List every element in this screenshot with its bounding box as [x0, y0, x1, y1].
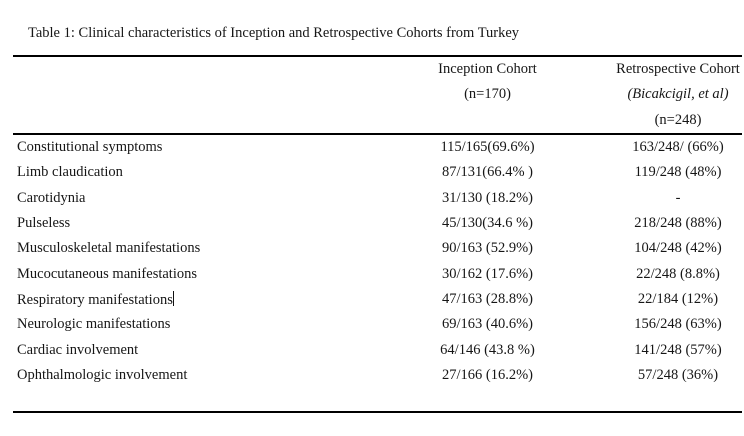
- table-header: [13, 57, 742, 135]
- clinical-characteristics-table: [13, 55, 742, 413]
- table-bottom-spacer: [13, 388, 742, 411]
- retrospective-value: 104/248 (42%): [634, 240, 722, 257]
- inception-value: 87/131(66.4% ): [441, 164, 533, 181]
- retrospective-value: 22/248 (8.8%): [636, 265, 720, 282]
- table-row: [13, 135, 742, 160]
- retrospective-value: 141/248 (57%): [634, 341, 722, 358]
- row-label: Respiratory manifestations: [17, 291, 173, 308]
- table-row: [13, 338, 742, 363]
- header-empty-cell: [13, 57, 361, 133]
- inception-value: 90/163 (52.9%): [441, 240, 533, 257]
- row-label: Mucocutaneous manifestations: [17, 265, 197, 282]
- retrospective-value: 119/248 (48%): [634, 164, 722, 181]
- retrospective-value: 163/248/ (66%): [632, 139, 724, 156]
- retrospective-value: 57/248 (36%): [637, 367, 719, 384]
- table-row: [13, 211, 742, 236]
- inception-value: 69/163 (40.6%): [441, 316, 533, 333]
- retrospective-cohort-n: (n=248): [654, 111, 702, 128]
- inception-value: 30/162 (17.6%): [441, 265, 533, 282]
- retrospective-value: 156/248 (63%): [634, 316, 722, 333]
- table-row: [13, 236, 742, 261]
- text-cursor: [173, 291, 175, 306]
- table-row: [13, 186, 742, 211]
- table-row: [13, 363, 742, 388]
- inception-value: 47/163 (28.8%): [441, 291, 533, 308]
- table-row: [13, 287, 742, 312]
- row-label: Ophthalmologic involvement: [17, 367, 188, 384]
- inception-value: 115/165(69.6%): [440, 139, 535, 156]
- table-row: [13, 312, 742, 337]
- inception-value: 27/166 (16.2%): [441, 367, 533, 384]
- retrospective-cohort-source: (Bicakcigil, et al): [627, 86, 729, 103]
- table-row: [13, 160, 742, 185]
- row-label: Pulseless: [17, 215, 71, 232]
- inception-value: 45/130(34.6 %): [441, 215, 533, 232]
- inception-cohort-title: Inception Cohort: [438, 61, 537, 77]
- retrospective-cohort-title: Retrospective Cohort: [616, 61, 740, 77]
- table-row: [13, 262, 742, 287]
- table-caption: Table 1: Clinical characteristics of Inception and Retrospective Cohorts from Turkey: [28, 25, 520, 41]
- row-label: Carotidynia: [17, 189, 86, 206]
- inception-value: 64/146 (43.8 %): [440, 341, 535, 358]
- inception-value: 31/130 (18.2%): [441, 189, 533, 206]
- row-label: Musculoskeletal manifestations: [17, 240, 201, 257]
- row-label: Cardiac involvement: [17, 341, 139, 358]
- inception-cohort-n: (n=170): [464, 86, 511, 103]
- table-body: [13, 135, 742, 388]
- retrospective-value: -: [675, 189, 681, 206]
- retrospective-value: 22/184 (12%): [637, 291, 719, 308]
- row-label: Neurologic manifestations: [17, 316, 171, 333]
- header-retrospective-cohort: [614, 57, 742, 133]
- row-label: Limb claudication: [17, 164, 123, 181]
- row-label: Constitutional symptoms: [17, 139, 163, 156]
- retrospective-value: 218/248 (88%): [634, 215, 722, 232]
- header-inception-cohort: [361, 57, 614, 133]
